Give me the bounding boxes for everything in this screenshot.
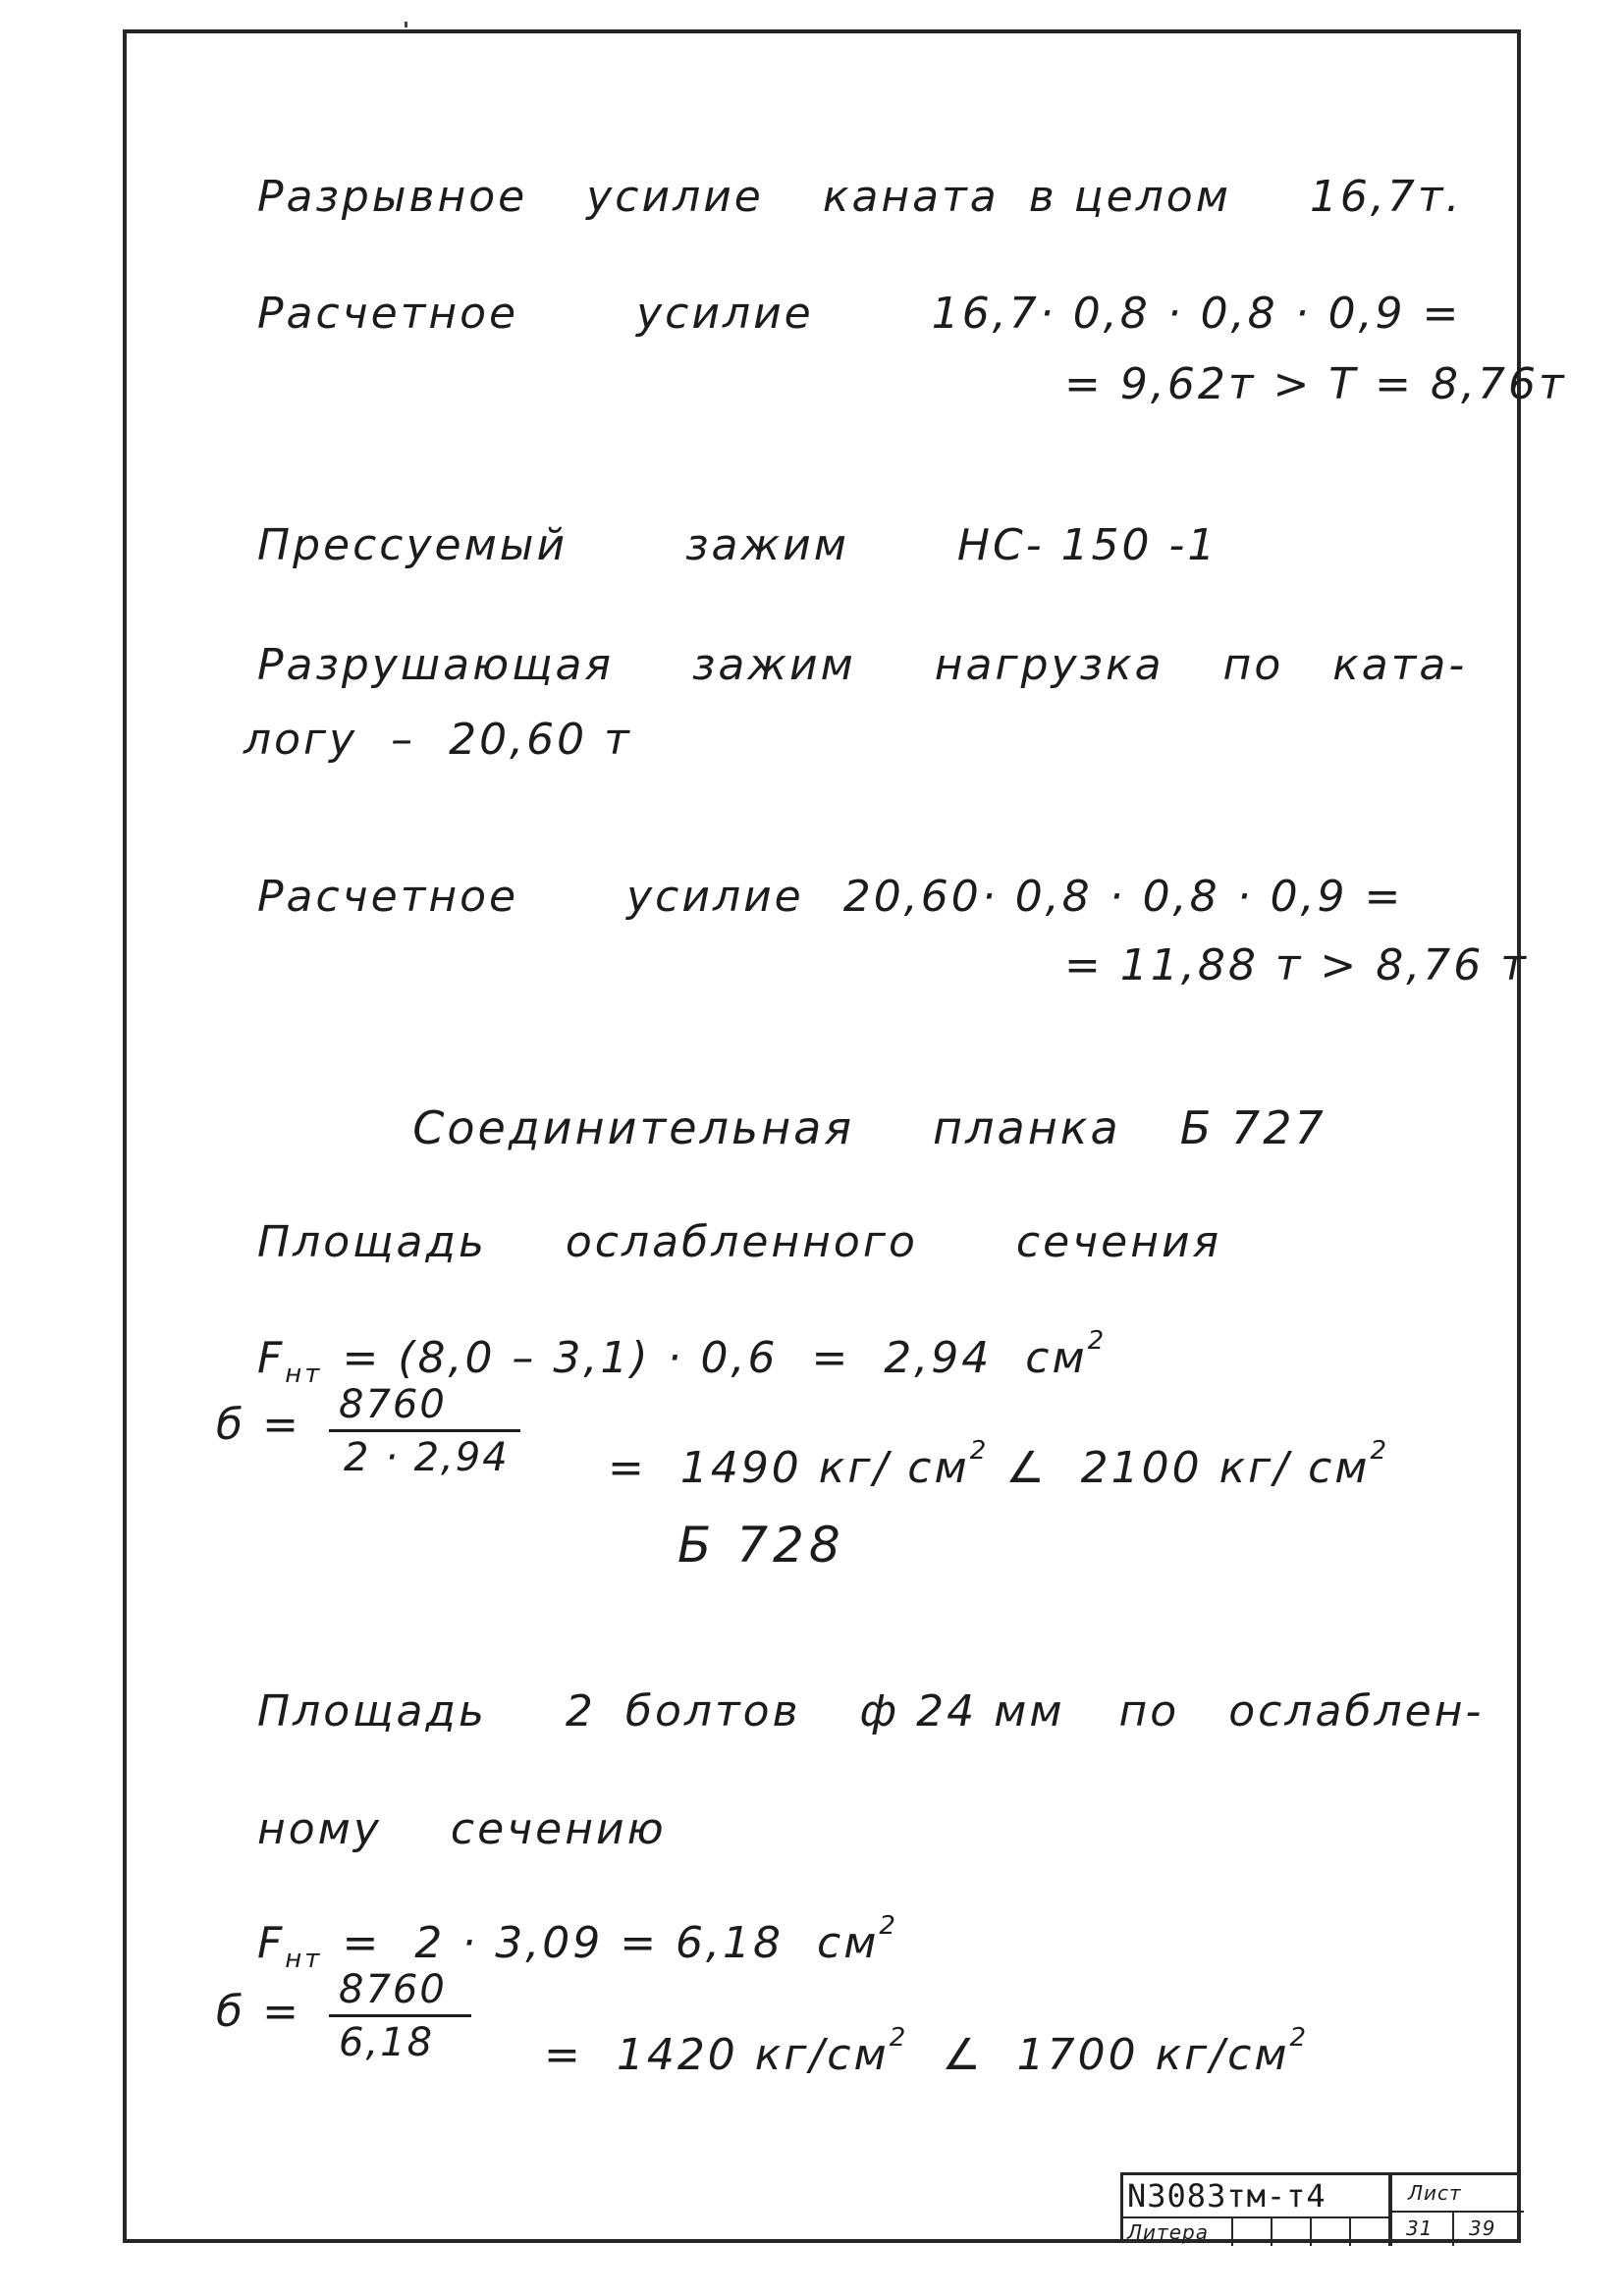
stamp-cell-line xyxy=(1452,2213,1454,2246)
fraction-2-denominator: 6,18 xyxy=(339,2020,435,2065)
formula-fnt-1: $F_{нт} = (8,0 - 3,1) \cdot 0,6 = 2,94$ $см^2$ xyxy=(256,1326,1108,1389)
document-code: N3083тм-т4 xyxy=(1127,2177,1326,2215)
line-pressed-clamp: Прессуемый зажим НС- 150 -1 xyxy=(256,520,1218,570)
line-design-force-1-result: = 9,62т > Т = 8,76т xyxy=(1064,359,1567,409)
fraction-1-bar xyxy=(329,1429,520,1432)
line-design-force-2-result: = 11,88 т > 8,76 т xyxy=(1064,940,1529,990)
formula-sigma-2-rhs: = 1420 $кг/см^2$ ∠ 1700 $кг/см^2$ xyxy=(543,2023,1310,2080)
formula-sigma-2-lhs: б = xyxy=(216,1987,301,2037)
line-bolts-area: Площадь 2 болтов ф 24 мм по ослаблен- xyxy=(256,1686,1485,1736)
fraction-2-bar xyxy=(329,2014,471,2017)
heading-b728: Б 728 xyxy=(677,1517,845,1574)
margin-tick xyxy=(405,22,407,27)
sheet-number: 31 xyxy=(1406,2216,1434,2240)
title-block-stamp xyxy=(1120,2172,1521,2243)
line-design-force-1: Расчетное усилие 16,7· 0,8 · 0,8 · 0,9 = xyxy=(256,289,1462,339)
stamp-cell-line xyxy=(1231,2216,1233,2246)
line-breaking-force: Разрывное усилие каната в целом 16,7т. xyxy=(256,172,1463,222)
stamp-cell-line xyxy=(1310,2216,1312,2246)
fraction-1-denominator: 2 · 2,94 xyxy=(344,1435,510,1480)
stamp-cell-line xyxy=(1271,2216,1272,2246)
litera-label: Литера xyxy=(1127,2220,1209,2244)
heading-connecting-plate: Соединительная планка Б 727 xyxy=(412,1101,1326,1154)
sheet-total: 39 xyxy=(1469,2216,1496,2240)
fraction-2-numerator: 8760 xyxy=(339,1967,447,2012)
formula-sigma-1-lhs: б = xyxy=(216,1400,301,1450)
line-weakened-section-area: Площадь ослабленного сечения xyxy=(256,1217,1222,1267)
line-design-force-2: Расчетное усилие 20,60· 0,8 · 0,8 · 0,9 = xyxy=(256,872,1404,922)
fraction-1-numerator: 8760 xyxy=(339,1382,447,1427)
stamp-cell-line xyxy=(1349,2216,1351,2246)
formula-fnt-2: $F_{нт} = 2 \cdot 3,09 = 6,18$ $см^2$ xyxy=(256,1911,898,1974)
line-bolts-section: ному сечению xyxy=(256,1804,667,1854)
line-catalog-value: логу – 20,60 т xyxy=(244,715,632,765)
sheet-label: Лист xyxy=(1408,2181,1462,2205)
stamp-divider xyxy=(1390,2211,1524,2213)
line-destructive-load: Разрушающая зажим нагрузка по ката- xyxy=(256,640,1468,690)
formula-sigma-1-rhs: = 1490 кг/ $см^2$ ∠ 2100 кг/ $см^2$ xyxy=(607,1436,1390,1493)
